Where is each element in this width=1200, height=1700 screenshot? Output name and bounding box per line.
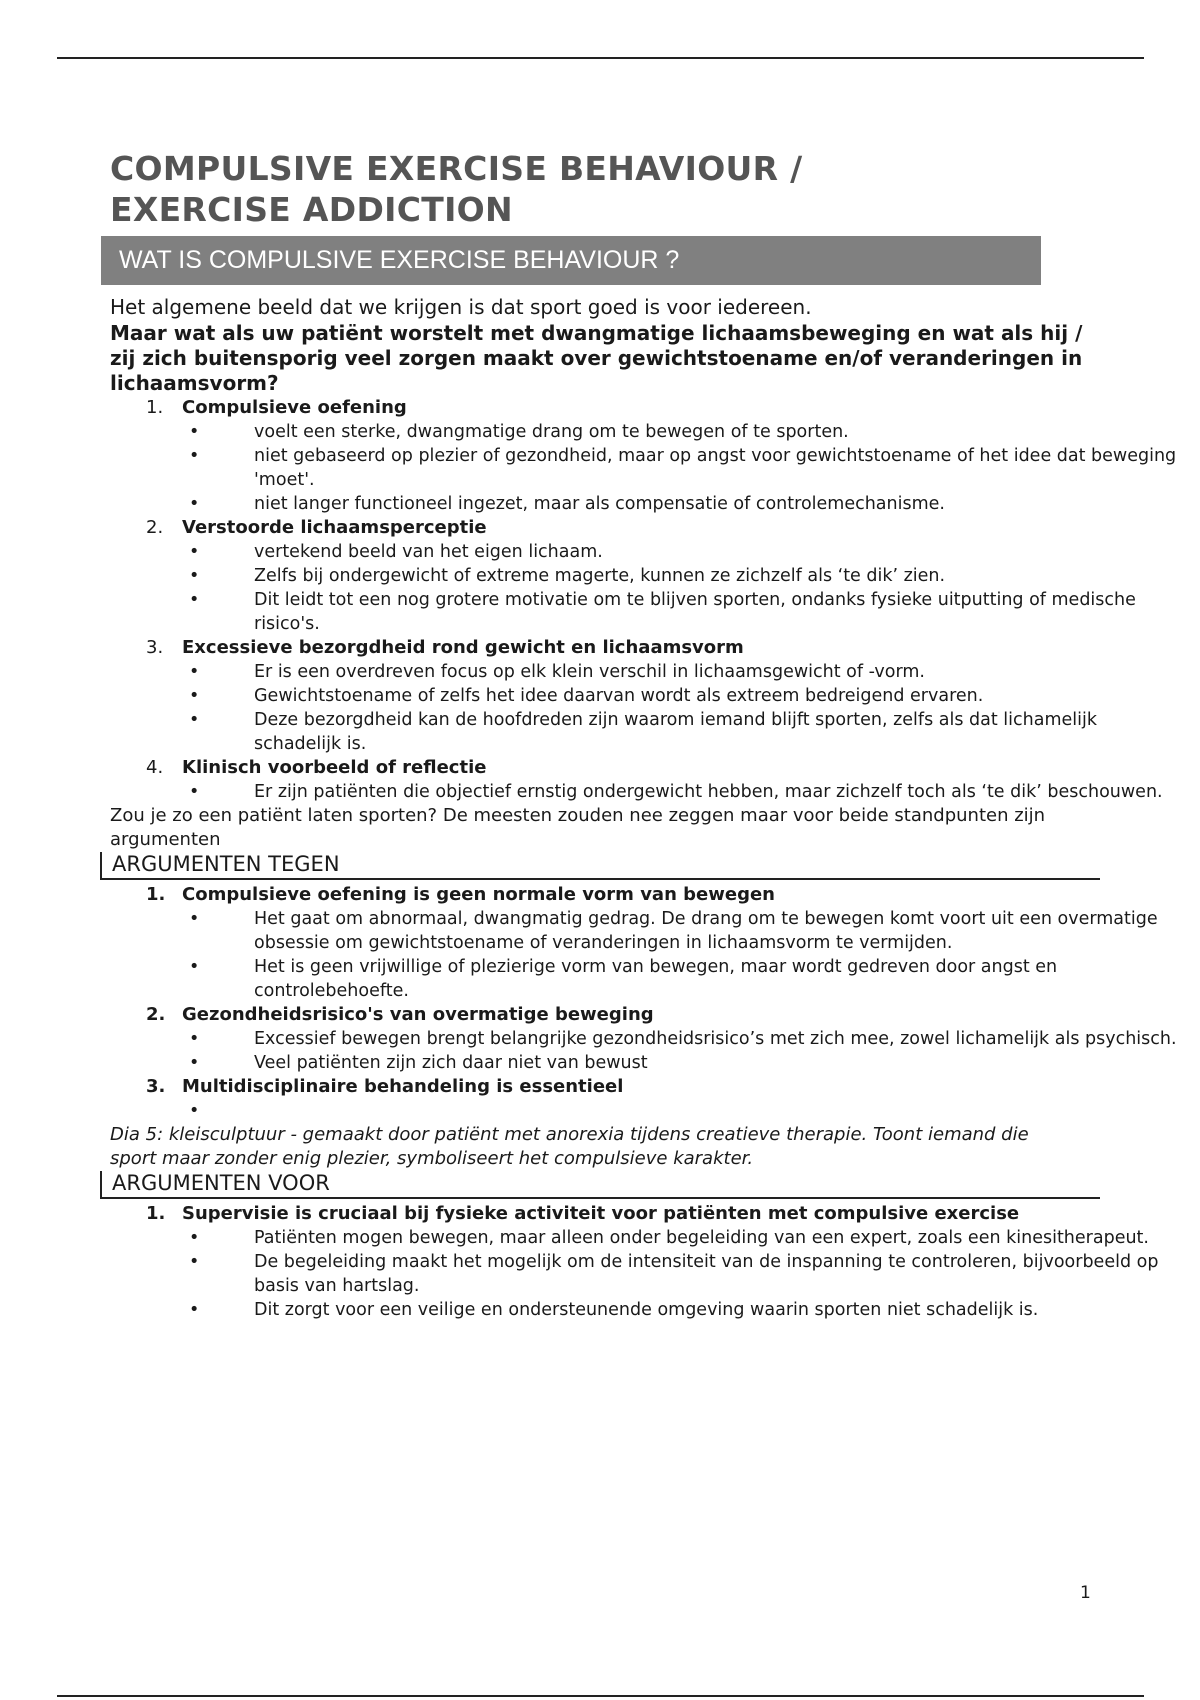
list-item [110,1202,1159,1322]
header-rule [57,57,1144,59]
list-item-title: Gezondheidsrisico's van overmatige beweging [182,1004,654,1025]
bullet-item: • Het is geen vrijwillige of plezierige vorm van bewegen, maar wordt gedreven door angst en controlebehoefte. [182,955,1184,1003]
bullet-list [182,780,1163,804]
list-item-title: Compulsieve oefening is geen normale vorm van bewegen [182,884,775,905]
title-line-1: COMPULSIVE EXERCISE BEHAVIOUR / [110,149,803,188]
list-item [110,1075,1110,1123]
bullet-item: • Patiënten mogen bewegen, maar alleen onder begeleiding van een expert, zoals een kinesitherapeut. [182,1226,1184,1250]
section-heading: WAT IS COMPULSIVE EXERCISE BEHAVIOUR ? [101,236,1041,285]
list-item [110,883,1158,1003]
bullet-item: • niet langer functioneel ingezet, maar als compensatie of controlemechanisme. [182,492,1184,516]
list-item [110,516,1136,636]
bullet-list [182,1226,1159,1322]
bullet-item: • Zelfs bij ondergewicht of extreme magerte, kunnen ze zichzelf als ‘te dik’ zien. [182,564,1184,588]
bullet-item: • Het gaat om abnormaal, dwangmatig gedrag. De drang om te bewegen komt voort uit een overmatige obsessie om gewichtstoename of veranderingen in lichaamsvorm te vermijden. [182,907,1184,955]
footer-rule [57,1695,1144,1697]
list-item-title: Multidisciplinaire behandeling is essentieel [182,1076,624,1097]
list-item-title: Compulsieve oefening [182,397,407,418]
bullet-item: • Excessief bewegen brengt belangrijke gezondheidsrisico’s met zich mee, zowel lichamelijk als psychisch. [182,1027,1184,1051]
list-item [110,396,1177,516]
for-heading: ARGUMENTEN VOOR [100,1171,1100,1199]
list-item-title: Excessieve bezorgdheid rond gewicht en lichaamsvorm [182,637,744,658]
definition-list [110,396,1177,804]
bullet-list [182,420,1177,516]
bullet-item-empty [182,1099,1184,1123]
question-text: Maar wat als uw patiënt worstelt met dwangmatige lichaamsbeweging en wat als hij / zij zich buitensporig veel zorgen maakt over gewichtstoename en/of veranderingen in lichaamsvorm? [110,321,1083,395]
list-number: 1. [146,397,164,418]
bullet-item: • Er zijn patiënten die objectief ernstig ondergewicht hebben, maar zichzelf toch als ‘te dik’ beschouwen. [182,780,1184,804]
for-list [110,1202,1159,1322]
bullet-item: • Dit leidt tot een nog grotere motivatie om te blijven sporten, ondanks fysieke uitputting of medische risico's. [182,588,1184,636]
document-body [110,148,1177,1322]
bullet-item: • Er is een overdreven focus op elk klein verschil in lichaamsgewicht of -vorm. [182,660,1184,684]
bullet-list [182,907,1158,1003]
bullet-item: • De begeleiding maakt het mogelijk om de intensiteit van de inspanning te controleren, bijvoorbeeld op basis van hartslag. [182,1250,1184,1298]
bullet-item: • voelt een sterke, dwangmatige drang om te bewegen of te sporten. [182,420,1184,444]
list-item-title: Supervisie is cruciaal bij fysieke activiteit voor patiënten met compulsive exercise [182,1203,1020,1224]
bullet-list [182,1027,1177,1075]
list-item [110,636,1110,756]
slide-note: Dia 5: kleisculptuur - gemaakt door patiënt met anorexia tijdens creatieve therapie. Toont iemand die sport maar zonder enig plezier, symboliseert het compulsieve karakter. [110,1124,1029,1169]
bullet-item: • Veel patiënten zijn zich daar niet van bewust [182,1051,1184,1075]
list-number: 4. [146,757,164,778]
against-list [110,883,1177,1123]
list-item-title: Verstoorde lichaamsperceptie [182,517,487,538]
document-title [110,148,1110,230]
list-item [110,756,1163,804]
bullet-item: • Dit zorgt voor een veilige en ondersteunende omgeving waarin sporten niet schadelijk is. [182,1298,1184,1322]
bullet-item: • niet gebaseerd op plezier of gezondheid, maar op angst voor gewichtstoename of het idee dat beweging 'moet'. [182,444,1184,492]
bullet-item: • Gewichtstoename of zelfs het idee daarvan wordt als extreem bedreigend ervaren. [182,684,1184,708]
conclusion-text: Zou je zo een patiënt laten sporten? De meesten zouden nee zeggen maar voor beide standpunten zijn argumenten [110,805,1046,850]
bullet-list [182,540,1136,636]
list-item-title: Klinisch voorbeeld of reflectie [182,757,487,778]
list-number: 1. [146,1203,166,1224]
list-number: 2. [146,517,164,538]
list-number: 3. [146,637,164,658]
bullet-item: • vertekend beeld van het eigen lichaam. [182,540,1184,564]
intro-text: Het algemene beeld dat we krijgen is dat sport goed is voor iedereen. [110,295,812,319]
bullet-list [182,1099,1110,1123]
list-item [110,1003,1177,1075]
against-heading: ARGUMENTEN TEGEN [100,852,1100,880]
page-number: 1 [1080,1583,1091,1603]
bullet-list [182,660,1110,756]
list-number: 3. [146,1076,166,1097]
list-number: 2. [146,1004,166,1025]
list-number: 1. [146,884,166,905]
bullet-item: • Deze bezorgdheid kan de hoofdreden zijn waarom iemand blijft sporten, zelfs als dat lichamelijk schadelijk is. [182,708,1184,756]
title-line-2: EXERCISE ADDICTION [110,190,513,229]
